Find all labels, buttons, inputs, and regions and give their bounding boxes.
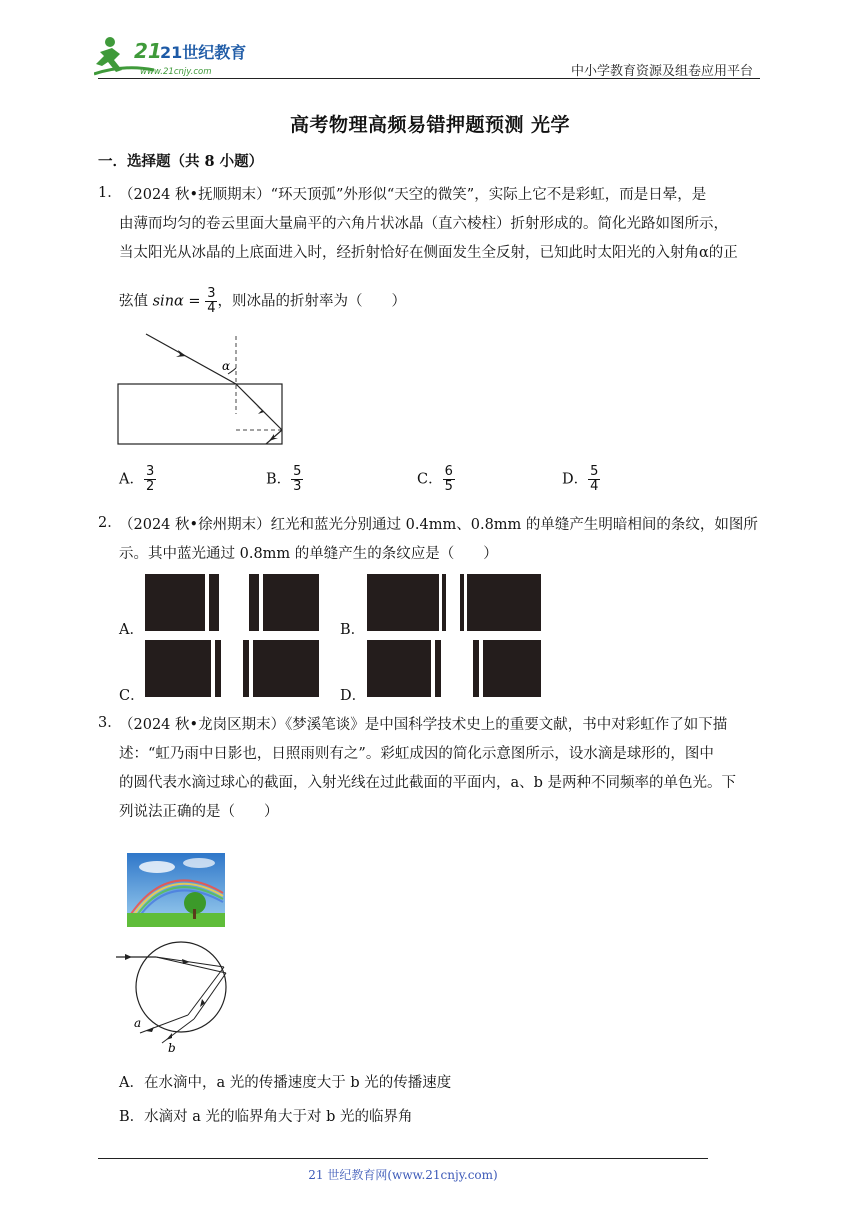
option-label: C． <box>417 471 443 488</box>
q2-option-d-label[interactable]: D． <box>340 688 367 704</box>
bright-stripe <box>211 640 215 697</box>
footer-divider <box>98 1158 708 1159</box>
q1-line-formula <box>119 287 406 317</box>
q3-droplet-diagram <box>116 935 246 1057</box>
fraction-den: 4 <box>590 479 599 494</box>
q3-line: 述：“虹乃雨中日影也，日照雨则有之”。彩虹成因的简化示意图所示，设水滴是球形的，图中 <box>119 746 714 762</box>
q1-line: 由薄而均匀的卷云里面大量扁平的六角片状冰晶（直六棱柱）折射形成的。简化光路如图所示， <box>119 216 728 232</box>
section-heading: 一．选择题（共 8 小题） <box>98 153 264 170</box>
fraction-num: 5 <box>590 464 599 479</box>
q2-text <box>119 511 779 569</box>
q2-option-d-pattern[interactable] <box>367 640 541 697</box>
ray-b-reflect <box>194 973 226 1019</box>
label-b: b <box>168 1041 176 1055</box>
q2-line: （2024 秋•徐州期末）红光和蓝光分别通过 0.4mm、0.8mm 的单缝产生明暗相间的条纹，如图所 <box>119 517 758 533</box>
bright-stripe <box>464 574 467 631</box>
q1-fraction-num: 3 <box>207 286 216 301</box>
fraction-num: 3 <box>145 464 155 479</box>
bright-stripe <box>219 574 249 631</box>
bright-stripe <box>249 640 253 697</box>
q3-text <box>119 711 779 827</box>
q2-option-c-label[interactable]: C． <box>119 688 145 704</box>
q1-option-a[interactable] <box>119 465 156 494</box>
ray-b-in <box>156 957 226 973</box>
q3-line: （2024 秋•龙岗区期末）《梦溪笔谈》是中国科学技术史上的重要文献，书中对彩虹作了如下描 <box>119 717 728 733</box>
option-fraction <box>144 465 156 494</box>
fraction-den: 3 <box>293 479 302 494</box>
header-platform-text: 中小学教育资源及组卷应用平台 <box>571 64 754 79</box>
q1-sin-symbol: sinα <box>152 293 184 310</box>
logo-url: www.21cnjy.com <box>140 67 212 77</box>
q1-option-d[interactable] <box>562 465 600 494</box>
page-title: 高考物理高频易错押题预测 光学 <box>289 114 571 136</box>
bright-stripe <box>431 640 435 697</box>
fraction-den: 5 <box>444 479 453 494</box>
crystal-rect <box>118 384 282 444</box>
q2-option-c-pattern[interactable] <box>145 640 319 697</box>
option-fraction <box>291 465 303 494</box>
q3-option-a[interactable]: A．在水滴中，a 光的传播速度大于 b 光的传播速度 <box>119 1075 452 1091</box>
q1-line4-post: ，则冰晶的折射率为（ ） <box>217 293 406 310</box>
q2-option-b-label[interactable]: B． <box>340 622 366 638</box>
bright-stripe <box>221 640 243 697</box>
svg-text:21: 21 <box>134 39 162 63</box>
logo-text: 21世纪教育 <box>160 43 247 62</box>
q3-line: 列说法正确的是（ ） <box>119 804 279 820</box>
site-logo <box>94 34 264 78</box>
droplet-circle <box>136 942 226 1032</box>
fraction-num: 5 <box>293 464 302 479</box>
bright-stripe <box>446 574 460 631</box>
q1-line4-pre: 弦值 <box>119 293 153 310</box>
q1-number: 1． <box>98 185 122 201</box>
footer-text[interactable]: 21 世纪教育网(www.21cnjy.com) <box>308 1168 498 1182</box>
arrow <box>146 1027 154 1032</box>
q1-option-b[interactable] <box>266 465 303 494</box>
option-label: B． <box>266 471 292 488</box>
q2-option-b-pattern[interactable] <box>367 574 541 631</box>
logo-graphic <box>94 34 264 78</box>
fraction-den: 2 <box>145 479 155 494</box>
q1-line: （2024 秋•抚顺期末）“环天顶弧”外形似“天空的微笑”，实际上它不是彩虹，而是日晕，是 <box>119 187 707 203</box>
bright-stripe <box>479 640 483 697</box>
option-label: A． <box>119 471 144 488</box>
q3-line: 的圆代表水滴过球心的截面，入射光线在过此截面的平面内，a、b 是两种不同频率的单色光。下 <box>119 775 737 791</box>
option-label: D． <box>562 471 589 488</box>
bright-stripe <box>439 574 442 631</box>
q2-line: 示。其中蓝光通过 0.8mm 的单缝产生的条纹应是（ ） <box>119 546 498 562</box>
bright-stripe <box>259 574 263 631</box>
q1-text <box>119 181 779 268</box>
q2-number: 2． <box>98 515 122 531</box>
q1-ice-crystal-diagram <box>116 330 296 450</box>
header-divider <box>98 78 760 79</box>
ray-a-reflect <box>188 967 224 1015</box>
q2-option-a-pattern[interactable] <box>145 574 319 631</box>
q1-fraction <box>205 287 217 316</box>
rainbow-photo <box>127 853 225 927</box>
q2-option-a-label[interactable]: A． <box>119 622 144 638</box>
option-fraction <box>443 465 455 494</box>
fraction-num: 6 <box>444 464 453 479</box>
label-a: a <box>134 1016 142 1030</box>
option-fraction <box>588 465 600 494</box>
ray-a-out <box>140 1015 188 1033</box>
bright-stripe <box>205 574 209 631</box>
bright-stripe <box>441 640 473 697</box>
q1-equals: = <box>183 293 206 310</box>
arrow <box>125 954 132 960</box>
alpha-label: α <box>222 359 231 373</box>
q1-line: 当太阳光从冰晶的上底面进入时，经折射恰好在侧面发生全反射，已知此时太阳光的入射角α的正 <box>119 245 738 261</box>
q1-option-c[interactable] <box>417 465 455 494</box>
q1-fraction-den: 4 <box>207 301 216 316</box>
arrow <box>200 999 205 1007</box>
q3-number: 3． <box>98 715 122 731</box>
refracted-ray <box>236 384 282 430</box>
q3-option-b[interactable]: B．水滴对 a 光的临界角大于对 b 光的临界角 <box>119 1109 413 1125</box>
